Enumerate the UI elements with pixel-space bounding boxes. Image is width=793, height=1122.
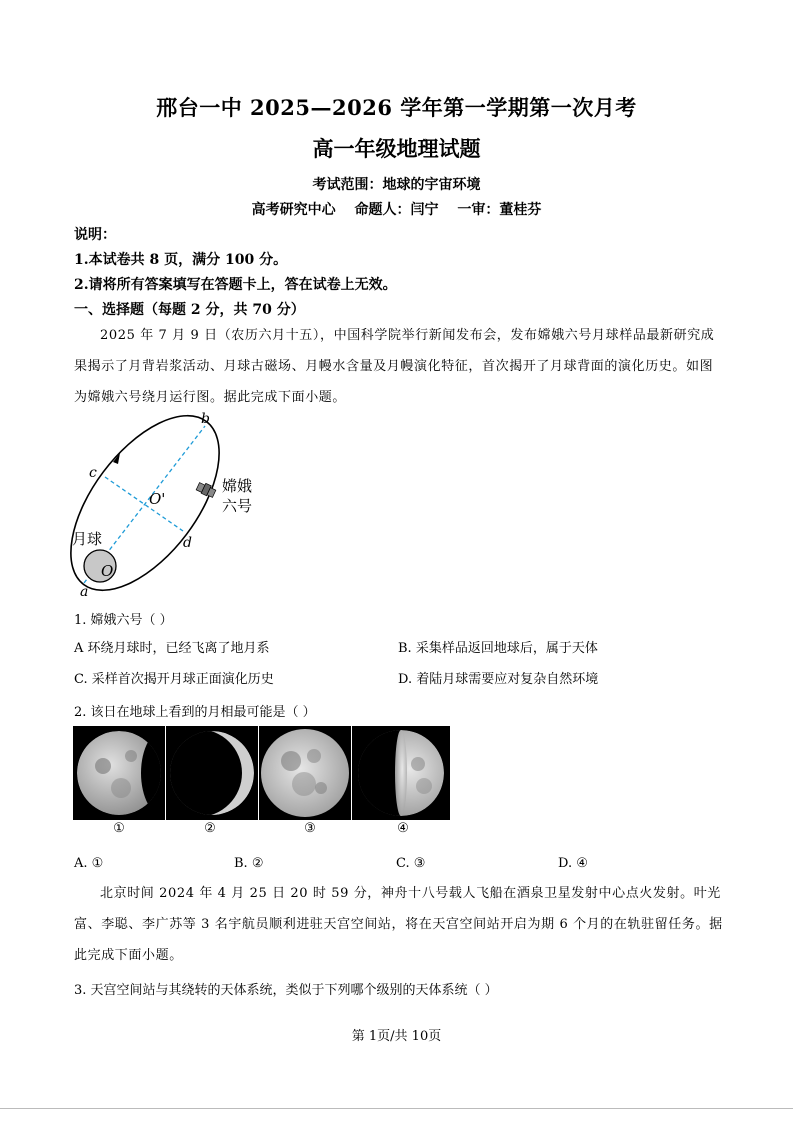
label-probe-2: 六号 xyxy=(222,497,253,515)
q2-option-a: A. ① xyxy=(74,856,104,871)
author-setter: 命题人：闫宁 xyxy=(354,202,439,218)
moon-phase-image-4 xyxy=(352,726,450,820)
moon-phase-image-3 xyxy=(259,726,351,820)
question-3-stem: 3. 天宫空间站与其绕转的天体系统，类似于下列哪个级别的天体系统（ ） xyxy=(74,983,498,998)
moon-phase-image-1 xyxy=(73,726,165,820)
passage-2: 北京时间 2024 年 4 月 25 日 20 时 59 分，神舟十八号载人飞船在酒泉卫星发射中心点火发射。叶光富、李聪、李广苏等 3 名宇航员顺利进驻天宫空间站，将在天宫空间站开启为期 6 个月的在轨驻留任务。据此完成下面小题。 xyxy=(74,886,723,963)
q2-option-b: B. ② xyxy=(234,856,264,871)
label-probe-1: 嫦娥 xyxy=(222,477,253,495)
orbit-diagram xyxy=(64,408,274,600)
note-1: 1.本试卷共 8 页，满分 100 分。 xyxy=(74,252,288,268)
page-footer: 第 1页/共 10页 xyxy=(351,1029,442,1044)
moon-label-1: ① xyxy=(113,821,125,836)
note-2: 2.请将所有答案填写在答题卡上，答在试卷上无效。 xyxy=(74,277,397,293)
moon-label-2: ② xyxy=(204,821,216,836)
q2-option-c: C. ③ xyxy=(396,856,426,871)
label-a: a xyxy=(80,584,89,600)
section-heading: 一、选择题（每题 2 分，共 70 分） xyxy=(74,302,305,318)
q1-option-b: B. 采集样品返回地球后，属于天体 xyxy=(398,641,598,656)
q2-option-d: D. ④ xyxy=(558,856,588,871)
question-2-stem: 2. 该日在地球上看到的月相最可能是（ ） xyxy=(74,705,316,720)
label-moon-center: O xyxy=(101,562,114,580)
moon-label-3: ③ xyxy=(304,821,316,836)
moon-phase-image-2 xyxy=(166,726,258,820)
label-center: O' xyxy=(149,490,166,508)
exam-subtitle: 高一年级地理试题 xyxy=(312,136,481,161)
minor-axis xyxy=(105,477,183,531)
question-1-stem: 1. 嫦娥六号（ ） xyxy=(74,613,173,628)
notes-heading: 说明： xyxy=(74,227,116,243)
label-d: d xyxy=(183,535,192,551)
q1-option-d: D. 着陆月球需要应对复杂自然环境 xyxy=(398,672,599,687)
q1-option-c: C. 采样首次揭开月球正面演化历史 xyxy=(74,672,274,687)
label-c: c xyxy=(89,465,97,481)
moon-label-4: ④ xyxy=(397,821,409,836)
exam-authors xyxy=(0,199,793,219)
label-b: b xyxy=(201,411,210,427)
page-bottom-divider xyxy=(0,1108,793,1109)
author-reviewer: 一审：董桂芬 xyxy=(457,202,542,218)
author-center: 高考研究中心 xyxy=(251,202,336,218)
passage-1: 2025 年 7 月 9 日（农历六月十五），中国科学院举行新闻发布会，发布嫦娥六号月球样品最新研究成果揭示了月背岩浆活动、月球古磁场、月幔水含量及月幔演化特征，首次揭开了月球背面的演化历史。如图为嫦娥六号绕月运行图。据此完成下面小题。 xyxy=(74,328,715,405)
q1-option-a: A 环绕月球时，已经飞离了地月系 xyxy=(74,641,270,656)
exam-title: 邢台一中 2025—2026 学年第一学期第一次月考 xyxy=(156,95,637,120)
label-moon: 月球 xyxy=(72,530,103,548)
exam-scope: 考试范围：地球的宇宙环境 xyxy=(312,177,481,193)
